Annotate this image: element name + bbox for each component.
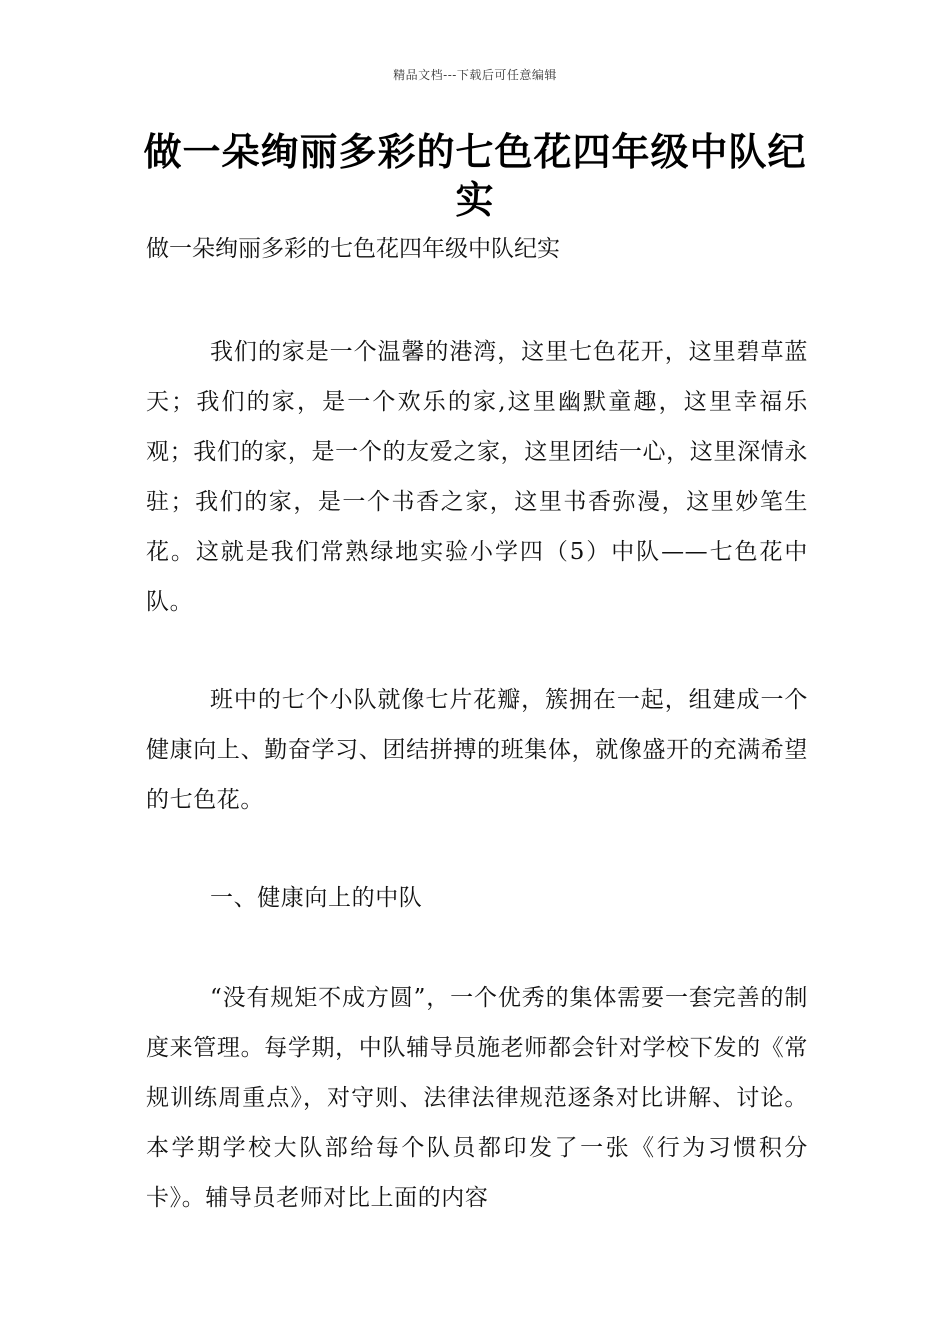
document-title: 做一朵绚丽多彩的七色花四年级中队纪实 (143, 130, 807, 222)
paragraph-petals: 班中的七个小队就像七片花瓣，簇拥在一起，组建成一个健康向上、勤奋学习、团结拼搏的班集体，就像盛开的充满希望的七色花。 (146, 687, 808, 813)
paragraph-intro: 我们的家是一个温馨的港湾，这里七色花开，这里碧草蓝天；我们的家，是一个欢乐的家,这里幽默童趣，这里幸福乐观；我们的家，是一个的友爱之家，这里团结一心，这里深情永驻；我们的家，是一个书香之家，这里书香弥漫，这里妙笔生花。这就是我们常熟绿地实验小学四（5）中队——七色花中队。 (146, 339, 808, 615)
section-heading: 一、健康向上的中队 (210, 885, 423, 911)
header-note: 精品文档---下载后可任意编辑 (393, 68, 557, 82)
document-subtitle: 做一朵绚丽多彩的七色花四年级中队纪实 (146, 236, 560, 262)
paragraph-rules: “没有规矩不成方圆”，一个优秀的集体需要一套完善的制度来管理。每学期，中队辅导员施老师都会针对学校下发的《常规训练周重点》，对守则、法律法律规范逐条对比讲解、讨论。本学期学校大队部给每个队员都印发了一张《行为习惯积分卡》。辅导员老师对比上面的内容 (146, 985, 808, 1211)
